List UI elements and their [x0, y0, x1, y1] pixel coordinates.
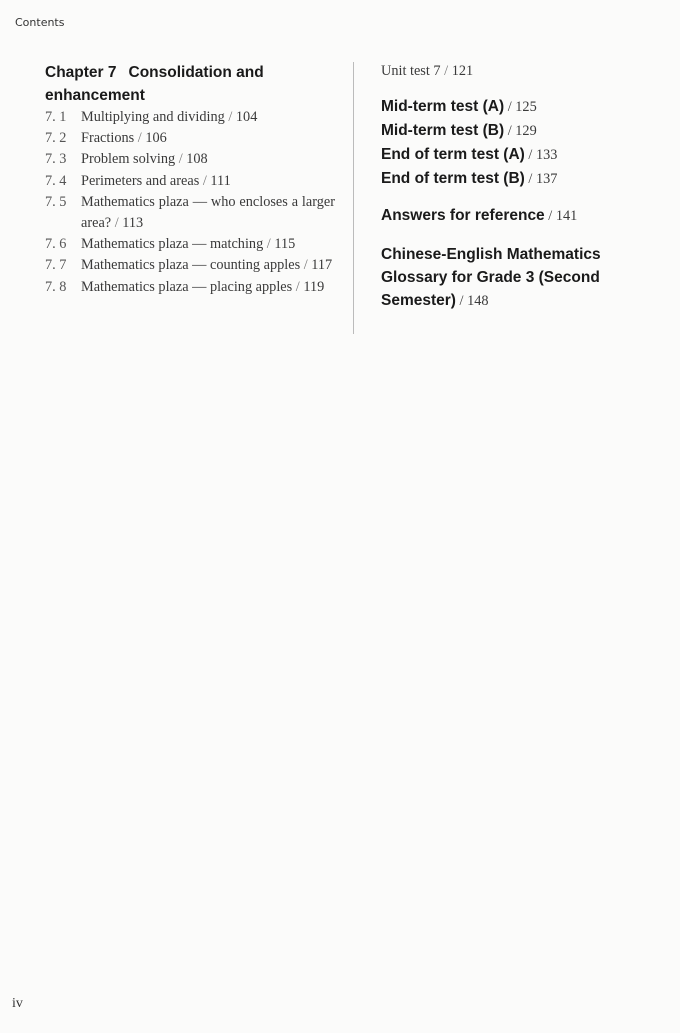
- toc-entry-title: Answers for reference: [381, 207, 545, 224]
- column-divider: [353, 62, 354, 334]
- toc-entry-page: 133: [535, 147, 558, 163]
- toc-entry-number: 7. 1: [45, 109, 67, 125]
- toc-entry-number: 7. 4: [45, 172, 67, 189]
- page-number: iv: [12, 996, 23, 1011]
- toc-entry-end-term-a[interactable]: End of term test (A) / 133: [381, 146, 558, 163]
- toc-entry-page: 148: [467, 293, 489, 309]
- toc-entry-number: 7. 7: [45, 257, 67, 274]
- toc-entry-page: 108: [186, 151, 208, 168]
- contents-right-column: [381, 61, 671, 313]
- toc-entry-7-3[interactable]: 7. 3 Problem solving / 108: [45, 149, 335, 170]
- toc-entry-7-5[interactable]: 7. 5 Mathematics plaza — who encloses a larger area? / 113: [45, 192, 335, 234]
- contents-left-column: [45, 61, 335, 298]
- toc-entry-title: Perimeters and areas: [81, 172, 200, 189]
- toc-entry-7-8[interactable]: 7. 8 Mathematics plaza — placing apples / 119: [45, 277, 335, 298]
- toc-entry-mid-term-a[interactable]: Mid-term test (A) / 125: [381, 98, 537, 115]
- toc-entry-title: End of term test (B): [381, 170, 525, 187]
- toc-entry-number: 7. 2: [45, 130, 67, 147]
- toc-entry-7-4[interactable]: 7. 4 Perimeters and areas / 111: [45, 171, 335, 192]
- toc-entry-page: 106: [145, 130, 167, 147]
- toc-entry-7-6[interactable]: 7. 6 Mathematics plaza — matching / 115: [45, 234, 335, 255]
- toc-entry-glossary[interactable]: Chinese-English Mathematics Glossary for Grade 3 (Second Semester) / 148: [381, 246, 601, 309]
- toc-entry-page: 104: [235, 109, 258, 125]
- toc-entry-title: Mathematics plaza — counting apples: [81, 257, 301, 274]
- toc-entry-number: 7. 3: [45, 151, 67, 168]
- toc-entry-page: 121: [451, 63, 474, 79]
- running-head: Contents: [15, 16, 65, 29]
- toc-entry-end-term-b[interactable]: End of term test (B) / 137: [381, 170, 558, 187]
- toc-entry-unit-test[interactable]: Unit test 7 / 121: [381, 63, 474, 79]
- toc-entry-title: Problem solving: [81, 151, 176, 168]
- toc-entry-title: Mathematics plaza — placing apples: [81, 278, 293, 295]
- toc-entry-page: 129: [515, 123, 537, 139]
- toc-entry-mid-term-b[interactable]: Mid-term test (B) / 129: [381, 122, 537, 139]
- chapter-heading: [45, 61, 335, 107]
- toc-entry-7-1[interactable]: 7. 1 Multiplying and dividing / 104: [45, 107, 335, 128]
- chapter-title: Consolidation and enhancement: [45, 64, 264, 104]
- toc-entry-title: Mathematics plaza — matching: [81, 236, 264, 253]
- toc-entry-page: 141: [555, 208, 578, 224]
- toc-entry-page: 115: [274, 236, 296, 253]
- toc-entry-page: 113: [122, 215, 144, 232]
- toc-entry-title: Fractions: [81, 130, 135, 147]
- toc-entry-title: End of term test (A): [381, 146, 525, 163]
- toc-entry-title: Mathematics plaza — who encloses a larger area?: [81, 193, 335, 232]
- toc-entry-number: 7. 5: [45, 193, 67, 210]
- toc-entry-page: 137: [535, 171, 558, 187]
- toc-entry-page: 117: [311, 257, 333, 274]
- chapter-number: Chapter 7: [45, 64, 117, 81]
- toc-entry-title: Mid-term test (A): [381, 98, 505, 115]
- toc-entry-title: Mid-term test (B): [381, 122, 505, 139]
- toc-entry-page: 125: [515, 99, 537, 115]
- toc-entry-page: 111: [210, 172, 231, 189]
- toc-entry-answers[interactable]: Answers for reference / 141: [381, 207, 578, 224]
- toc-entry-title: Multiplying and dividing: [81, 109, 225, 125]
- toc-entry-7-7[interactable]: 7. 7 Mathematics plaza — counting apples / 117: [45, 255, 335, 276]
- toc-entry-number: 7. 6: [45, 236, 67, 253]
- toc-entry-title: Chinese-English Mathematics Glossary for Grade 3 (Second Semester): [381, 246, 601, 309]
- toc-entry-7-2[interactable]: 7. 2 Fractions / 106: [45, 128, 335, 149]
- toc-entry-title: Unit test 7: [381, 63, 441, 79]
- toc-entry-page: 119: [303, 278, 325, 295]
- toc-entry-number: 7. 8: [45, 278, 67, 295]
